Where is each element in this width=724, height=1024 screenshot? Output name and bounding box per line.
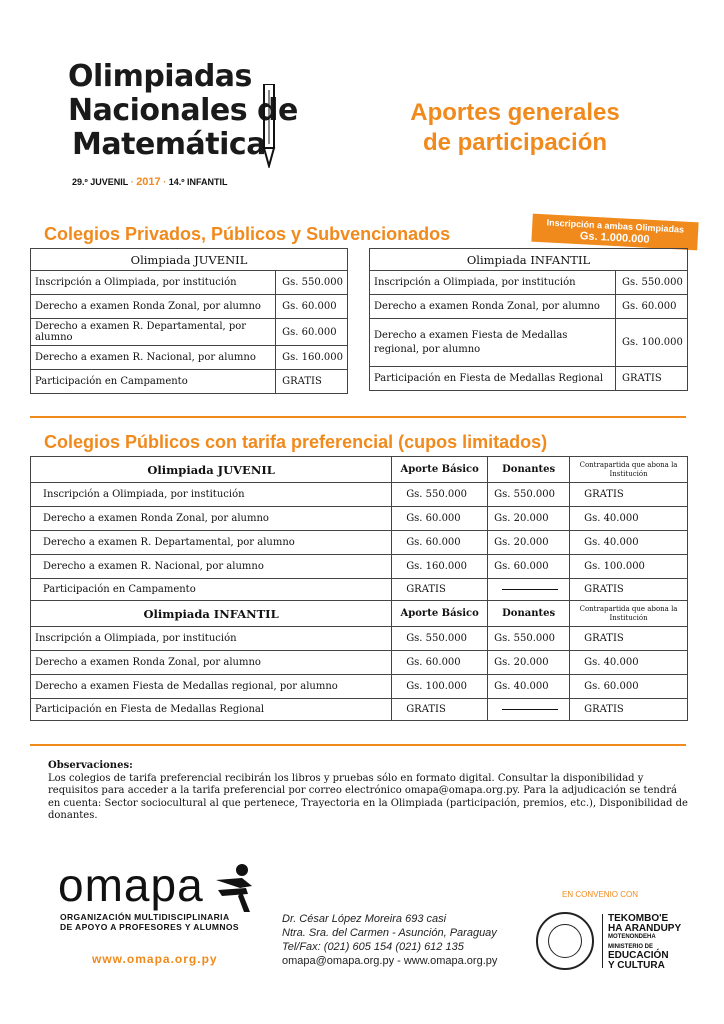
table-header-juvenil: Olimpiada JUVENIL: [31, 457, 392, 483]
logo-line-1: Olimpiadas: [68, 59, 252, 94]
table-row: [31, 579, 688, 601]
logo-separator-1: ·: [130, 177, 134, 187]
omapa-website-link[interactable]: www.omapa.org.py: [92, 952, 218, 966]
row-basico: Gs. 160.000: [392, 555, 488, 579]
table-row: [370, 295, 688, 319]
mec-line-2: HA ARANDUPY: [608, 923, 682, 934]
observaciones-title: Observaciones:: [48, 760, 133, 771]
mec-line-4: MINISTERIO DE: [608, 944, 654, 950]
dash-line: [502, 709, 558, 710]
table-juvenil-general: [30, 248, 348, 394]
address-block: [282, 912, 497, 968]
row-label: Derecho a examen R. Departamental, por alumno: [31, 319, 276, 346]
logo-subtitle: [72, 176, 228, 188]
row-contra: Gs. 60.000: [570, 675, 688, 699]
row-label: Inscripción a Olimpiada, por institución: [31, 627, 392, 651]
seal-icon: [536, 912, 594, 970]
row-label: Derecho a examen R. Nacional, por alumno: [31, 555, 392, 579]
table-row: [31, 555, 688, 579]
mec-line-5: EDUCACIÓN: [608, 950, 669, 961]
omapa-org-name: [60, 912, 239, 932]
col-contrapartida: Contrapartida que abona la Institución: [570, 601, 688, 627]
address-line-2: Ntra. Sra. del Carmen - Asunción, Paraguay: [282, 927, 497, 939]
row-label: Participación en Fiesta de Medallas Regional: [31, 699, 392, 721]
row-donantes: Gs. 550.000: [488, 627, 570, 651]
col-contrapartida: Contrapartida que abona la Institución: [570, 457, 688, 483]
row-value: Gs. 550.000: [616, 271, 688, 295]
row-donantes: Gs. 60.000: [488, 555, 570, 579]
table-row: [31, 507, 688, 531]
table-row: [31, 295, 348, 319]
logo-juvenil: 29.º JUVENIL: [72, 177, 129, 187]
row-contra: GRATIS: [570, 699, 688, 721]
address-line-1: Dr. César López Moreira 693 casi: [282, 913, 447, 925]
table-row: [31, 699, 688, 721]
row-value: Gs. 100.000: [616, 319, 688, 367]
pencil-icon: [262, 84, 276, 168]
row-basico: Gs. 60.000: [392, 651, 488, 675]
convenio-label: EN CONVENIO CON: [562, 890, 639, 899]
row-label: Participación en Fiesta de Medallas Regional: [370, 367, 616, 391]
row-donantes: Gs. 20.000: [488, 651, 570, 675]
section2-title: Colegios Públicos con tarifa preferencial (cupos limitados): [44, 432, 548, 452]
table-row: [31, 319, 348, 346]
row-label: Derecho a examen Fiesta de Medallas regional, por alumno: [31, 675, 392, 699]
row-donantes: Gs. 20.000: [488, 531, 570, 555]
mec-line-6: Y CULTURA: [608, 960, 665, 971]
dash-line: [502, 589, 558, 590]
row-label: Derecho a examen R. Departamental, por alumno: [31, 531, 392, 555]
table-row: [370, 319, 688, 367]
row-label: Derecho a examen Ronda Zonal, por alumno: [370, 295, 616, 319]
row-label: Derecho a examen Ronda Zonal, por alumno: [31, 507, 392, 531]
row-label: Inscripción a Olimpiada, por institución: [31, 483, 392, 507]
seal-inner: [548, 924, 582, 958]
logo-separator-2: ·: [163, 177, 167, 187]
omapa-logo: omapa: [58, 859, 204, 911]
row-label: Participación en Campamento: [31, 370, 276, 394]
observaciones-text: Los colegios de tarifa preferencial recibirán los libros y pruebas sólo en formato digital. Consultar la disponibilidad y requisitos para acceder a la tarifa preferencial por correo electrónico omapa@omapa.org.py. Para la adjudicación se tendrá en cuenta: Sector sociocultural al que pertenece, Trayectoria en la Olimpiada (participación, premios, etc.), Disponibilidad de donantes.: [48, 772, 688, 821]
row-contra: GRATIS: [570, 579, 688, 601]
row-label: Participación en Campamento: [31, 579, 392, 601]
logo-line-2: Nacionales de: [68, 93, 298, 128]
row-label: Derecho a examen Ronda Zonal, por alumno: [31, 651, 392, 675]
org-line-1: ORGANIZACIÓN MULTIDISCIPLINARIA: [60, 912, 230, 922]
row-donantes-empty: [488, 579, 570, 601]
logo-infantil: 14.º INFANTIL: [168, 177, 228, 187]
row-donantes: Gs. 20.000: [488, 507, 570, 531]
logo-line-3: Matemática: [72, 127, 266, 162]
row-donantes: Gs. 40.000: [488, 675, 570, 699]
row-contra: Gs. 40.000: [570, 507, 688, 531]
table-row: [31, 271, 348, 295]
row-value: GRATIS: [616, 367, 688, 391]
divider: [30, 744, 686, 746]
table-row: [31, 675, 688, 699]
page-title-line-1: Aportes generales: [410, 99, 620, 126]
row-contra: Gs. 40.000: [570, 651, 688, 675]
row-label: Derecho a examen Ronda Zonal, por alumno: [31, 295, 276, 319]
mec-line-1: TEKOMBO'E: [608, 913, 669, 924]
col-donantes: Donantes: [488, 457, 570, 483]
page-title: [370, 98, 660, 158]
table-row: [31, 627, 688, 651]
omapa-figure-icon: [212, 862, 264, 914]
table-row: [31, 483, 688, 507]
row-label: Derecho a examen Fiesta de Medallas regional, por alumno: [370, 319, 616, 367]
mec-divider: [602, 914, 603, 968]
table-row: [31, 370, 348, 394]
badge-ambas-olimpiadas: [531, 214, 698, 251]
row-donantes-empty: [488, 699, 570, 721]
col-donantes: Donantes: [488, 601, 570, 627]
row-basico: Gs. 550.000: [392, 627, 488, 651]
row-label: Inscripción a Olimpiada, por institución: [370, 271, 616, 295]
badge-line-2: Gs. 1.000.000: [579, 230, 650, 246]
table-row: [370, 367, 688, 391]
org-line-2: DE APOYO A PROFESORES Y ALUMNOS: [60, 922, 239, 932]
col-aporte-basico: Aporte Básico: [392, 457, 488, 483]
table-row: [31, 531, 688, 555]
page-title-line-2: de participación: [422, 129, 608, 156]
table-row: [370, 271, 688, 295]
row-basico: Gs. 550.000: [392, 483, 488, 507]
col-aporte-basico: Aporte Básico: [392, 601, 488, 627]
table-row: [31, 346, 348, 370]
badge-line-1: Inscripción a ambas Olimpiadas: [546, 217, 685, 235]
row-label: Derecho a examen R. Nacional, por alumno: [31, 346, 276, 370]
row-label: Inscripción a Olimpiada, por institución: [31, 271, 276, 295]
table-header: Olimpiada INFANTIL: [370, 249, 688, 271]
table-row: [31, 651, 688, 675]
row-value: Gs. 550.000: [276, 271, 348, 295]
row-contra: GRATIS: [570, 483, 688, 507]
divider: [30, 416, 686, 418]
row-basico: GRATIS: [392, 699, 488, 721]
row-donantes: Gs. 550.000: [488, 483, 570, 507]
row-basico: Gs. 100.000: [392, 675, 488, 699]
observaciones: [48, 760, 688, 823]
mec-logo: [608, 914, 681, 971]
table-header: Olimpiada JUVENIL: [31, 249, 348, 271]
row-value: Gs. 60.000: [276, 295, 348, 319]
row-contra: Gs. 40.000: [570, 531, 688, 555]
row-basico: Gs. 60.000: [392, 531, 488, 555]
row-basico: Gs. 60.000: [392, 507, 488, 531]
row-contra: Gs. 100.000: [570, 555, 688, 579]
section1-title: Colegios Privados, Públicos y Subvencionados: [44, 224, 451, 244]
row-value: GRATIS: [276, 370, 348, 394]
email-and-web[interactable]: omapa@omapa.org.py - www.omapa.org.py: [282, 955, 498, 967]
row-value: Gs. 60.000: [276, 319, 348, 346]
table-header-infantil: Olimpiada INFANTIL: [31, 601, 392, 627]
row-contra: GRATIS: [570, 627, 688, 651]
row-basico: GRATIS: [392, 579, 488, 601]
mec-line-3: MOTENONDEHA: [608, 934, 656, 940]
row-value: Gs. 160.000: [276, 346, 348, 370]
table-tarifa-preferencial: [30, 456, 688, 721]
phone: Tel/Fax: (021) 605 154 (021) 612 135: [282, 941, 464, 953]
table-infantil-general: [369, 248, 688, 391]
logo-year: 2017: [136, 176, 161, 188]
row-value: Gs. 60.000: [616, 295, 688, 319]
